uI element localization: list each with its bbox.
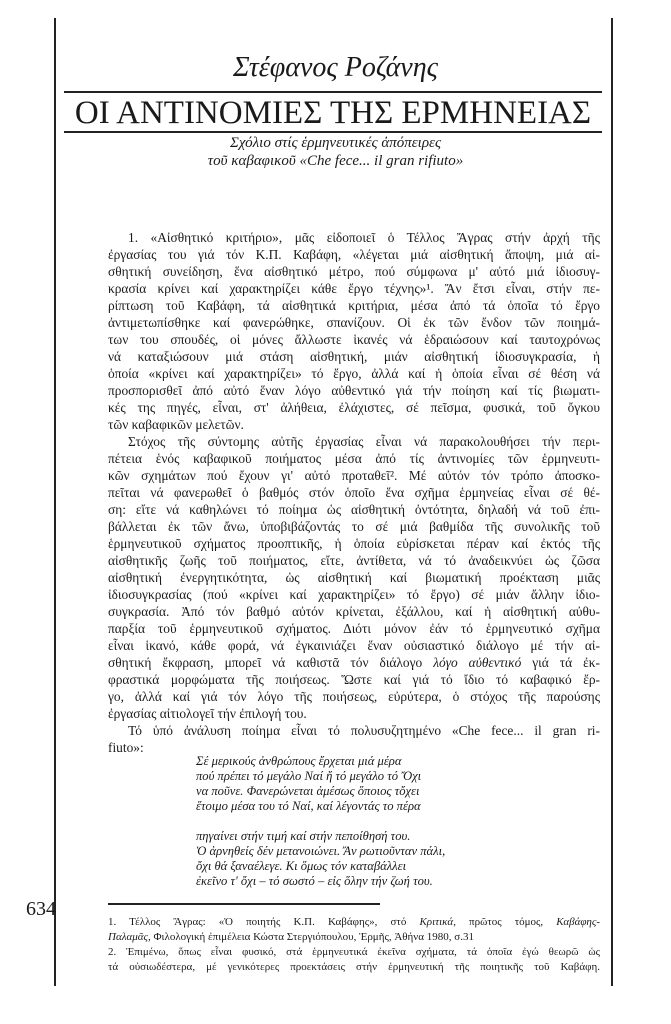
paragraph-3-line: fiuto»: [108,740,144,755]
paragraph-2-line: γο, ἀλλά καί γιά τόν λόγο τῆς ποιήσεως, εὐρύτερα, ὁ στόχος τῆς παρούσης [108,689,600,704]
paragraph-1-line: κρασία κρίνει καί χαρακτηρίζει κάθε ἔργο τέχνης»¹. Ἄν ἔτσι εἶναι, στήν πε- [108,281,600,296]
paragraph-1-line: κές της πηγές, εἶναι, στ' ἀλήθεια, ἐλάχιστες, σέ πεῖσμα, φυσικά, τοῦ ὄγκου [108,400,600,415]
poem-line: πηγαίνει στήν τιμή καί στήν πεποίθησή του. [196,829,411,843]
paragraph-2-line: ση: εἴτε νά καθηλώνει τό ποίημα ὡς αἰσθητική ὀντότητα, δηλαδή νά τοῦ ἐπι- [108,502,600,517]
page-number: 634 [26,898,56,920]
paragraph-2-line: πεῖται νά φανερωθεῖ ὁ βαθμός στόν ὁποῖο ἕνα σχῆμα ἑρμηνείας εἶναι σέ θέ- [108,485,600,500]
title-bottom-rule [64,131,602,133]
poem-line: ὄχι θά ξαναέλεγε. Κι ὅμως τόν καταβάλλει [196,859,407,873]
paragraph-2-line: αἰσθητικῆς ζωῆς τοῦ ποιήματος, εἴτε, ἀντίθετα, νά τό ἀναδεικνύει ὡς ζῶσα [108,553,600,568]
paragraph-2-line: φραστικά μορφώματα τῆς ποιήσεως. Ὥστε καί γιά τό ἴδιο τό καβαφικό ἔρ- [108,672,600,687]
text-segment: , Φιλολογική ἐπιμέλεια Κώστα Στεργιόπουλου, Ἑρμῆς, Ἀθήνα 1980, σ.31 [148,931,474,943]
text-segment: 2. Ἐπιμένω, ὅπως εἶναι φυσικό, στά ἑρμηνευτικά ἐκεῖνα σχήματα, τά ὁποῖα ἐγώ θεωρῶ ὡς [108,946,600,958]
author-name: Στέφανος Ροζάνης [233,52,438,83]
poem-line: ἕτοιμο μέσα του τό Ναί, καί λέγοντάς το πέρα [196,799,421,813]
paragraph-2-line: ἰδιοσυγκρασίας (πού «κρίνει καί χαρακτηρίζει» τό ἔργο) σέ μιάν ἄλλην ἰδιο- [108,587,600,602]
footnotes [108,915,600,975]
paragraph-1-line: ρίπτωση τοῦ Καβάφη, τά αἰσθητικά κριτήρια, μέσα ἀπό τά ὁποῖα τό ἔργο [108,298,600,313]
poem-quote [196,754,600,889]
paragraph-1-line: των του σπουδές, οἱ μόνες ἄλλωστε ἱκανές νά ἑδραιώσουν καί ταυτοχρόνως [108,332,600,347]
paragraph-2-line: κῶν σχημάτων πού ἔχουν γι' αὐτό προταθεῖ². Μέ αὐτόν τόν τρόπο ἀποσκο- [108,468,600,483]
article-title-text: ΟΙ ΑΝΤΙΝΟΜΙΕΣ ΤΗΣ ΕΡΜΗΝΕΙΑΣ [74,95,592,131]
poem-line: Ὁ ἀρνηθείς δέν μετανοιώνει. Ἄν ρωτιοῦνταν πάλι, [196,844,446,858]
paragraph-2-line: αἰσθητική ἐνεργητικότητα, ὡς αἰσθητική καί βιωματική προέκταση μιᾶς [108,570,600,585]
text-segment: γιά τά ἐκ- [521,655,600,670]
italic-text: Παλαμᾶς [108,931,149,943]
poem-line: να ποῦνε. Φανερώνεται ἀμέσως ὅποιος τὄχει [196,784,420,798]
title-top-rule [64,91,602,93]
paragraph-2-line: εἶναι ἱκανό, κάθε φορά, νά ἐγκαινιάζει ἕναν οὐσιαστικό διάλογο μέ τήν αἰ- [108,638,600,653]
paragraph-1-line: ἀντιμετωπίσθηκε καί φανερώθηκε, σπανίζουν. Οἱ ἐκ τῶν ἔνδον τῶν ποιημά- [108,315,600,330]
italic-text: λόγο αὐθεντικό [433,655,522,670]
footnote-separator [108,903,380,905]
paragraph-1-line: 1. «Αἰσθητικό κριτήριο», μᾶς εἰδοποιεῖ ὁ Τέλλος Ἄγρας στήν ἀρχή τῆς [128,230,600,245]
footnote-2-line [108,945,600,960]
article-title [66,96,600,130]
footnote-1-line [108,930,600,945]
paragraph-1-line: νά καταξιώσουν μιά στάση αἰσθητική, μιάν αἰσθητική ἰδιοσυγκρασία, ἡ [108,349,600,364]
paragraph-2-line: πέτεια ἑνός καβαφικοῦ ποιήματος μέσα ἀπό τίς ἀντινομίες τῶν ἑρμηνευτι- [108,451,600,466]
paragraph-2-line: ἑρμηνευτικοῦ σχήματος προοπτικῆς, ἡ ὁποία εὑρίσκεται πέραν καί ἐκτός τῆς [108,536,600,551]
paragraph-1-line: ἐργασίας του γιά τόν Κ.Π. Καβάφη, «λέγεται μιά αἰσθητική ἄποψη, μιά αἰ- [108,247,600,262]
subtitle-line-1: Σχόλιο στίς ἑρμηνευτικές ἀπόπειρες [229,135,442,151]
paragraph-1-line: σθητική συνείδηση, ἕνα αἰσθητικό μέτρο, πού σύμφωνα μ' αὐτό μιά ἰδιοσυγ- [108,264,600,279]
text-segment: τά οὐσιωδέστερα, μέ γενικότερες προεκτάσεις στήν ἑρμηνευτική τῆς ποιητικῆς τοῦ Καβάφη. [108,961,600,973]
paragraph-2-line: Στόχος τῆς σύντομης αὐτῆς ἐργασίας εἶναι νά παρακολουθήσει τήν περι- [128,434,600,449]
stanza-break [196,814,600,829]
body-text [108,229,600,756]
paragraph-1-line: ὁποία «κρίνει καί χαρακτηρίζει» τό ἔργο, ἀλλά καί ἡ ὁποία εἶναι σέ θέση νά [108,366,600,381]
paragraph-1-line: τῶν καβαφικῶν μελετῶν. [108,417,244,432]
paragraph-2-line: ἐργασίας αἰτιολογεῖ τήν ἐπιλογή του. [108,706,307,721]
paragraph-1-line: προσπορισθεῖ ἀπό αὐτό ἕναν λόγο αὐθεντικό γιά τήν ποίηση καί τίς βιωματι- [108,383,600,398]
text-segment: σθητική ἔκφραση, μπορεῖ νά καθιστᾶ τόν διάλογο [108,655,434,670]
paragraph-2-line: βάλλεται ἐκ τῶν ἄνω, ὑποβιβάζοντάς το σέ μιά βαθμίδα τῆς συνολικῆς τοῦ [108,519,600,534]
paragraph-3-line: Τό ὑπό ἀνάλυση ποίημα εἶναι τό πολυσυζητημένο «Che fece... il gran ri- [128,723,600,738]
footnote-2-line [108,960,600,975]
text-segment: 1. Τέλλος Ἄγρας: «Ὁ ποιητής Κ.Π. Καβάφης», στό [108,916,420,928]
poem-line: Σέ μερικούς ἀνθρώπους ἔρχεται μιά μέρα [196,754,402,768]
poem-line: πού πρέπει τό μεγάλο Ναί ἤ τό μεγάλο τό Ὄχι [196,769,422,783]
subtitle-line-2: τοῦ καβαφικοῦ «Che fece... il gran rifiuto» [207,153,464,169]
text-segment: , πρῶτος τόμος, [453,916,557,928]
italic-text: Καβάφης- [556,916,601,928]
paragraph-2-line [108,654,600,671]
paragraph-2-line: συγκρασία. Ἀπό τόν βαθμό αὐτόν κρίνεται, ἐξάλλου, καί ἡ αἰσθητική αὐθυ- [108,604,600,619]
italic-text: Κριτικά [419,916,454,928]
footnote-1-line [108,915,600,930]
paragraph-2-line: παρξία τοῦ ἑρμηνευτικοῦ σχήματος. Διότι μόνον ἐάν τό ἑρμηνευτικό σχῆμα [108,621,600,636]
poem-line: ἐκεῖνο τ' ὄχι – τό σωστό – εἰς ὅλην τήν ζωή του. [196,874,433,888]
